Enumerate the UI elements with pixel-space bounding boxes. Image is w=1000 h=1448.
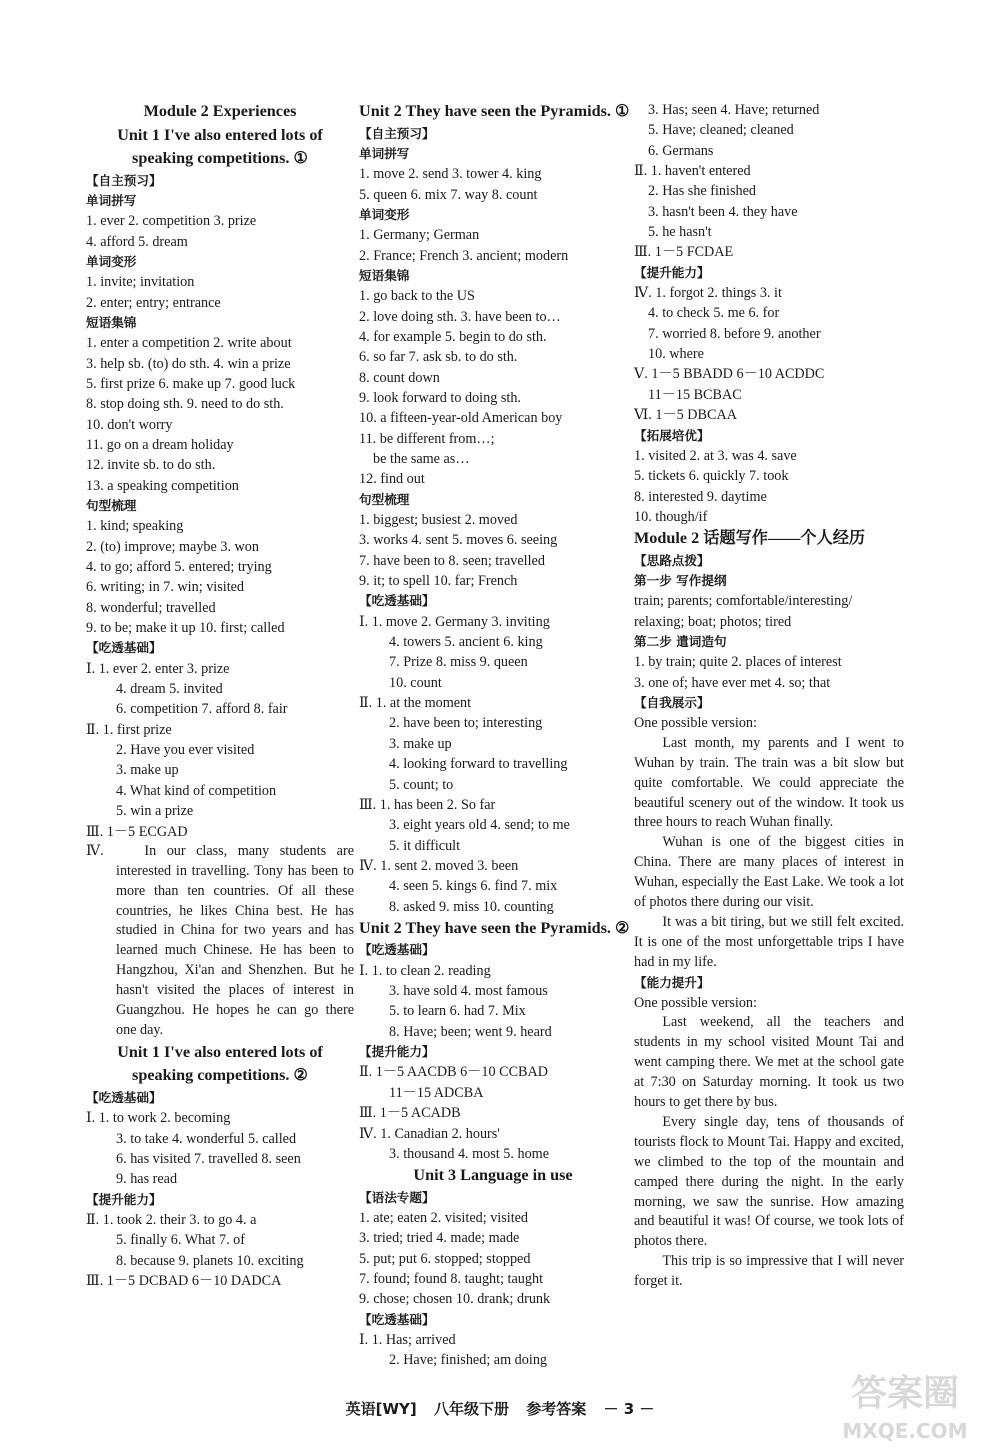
section-heading: 【语法专题】 bbox=[359, 1189, 435, 1205]
answer-line: 1. go back to the US bbox=[359, 288, 475, 305]
answer-line: 3. help sb. (to) do sth. 4. win a prize bbox=[86, 355, 291, 372]
unit-heading: Unit 2 They have seen the Pyramids. ② bbox=[359, 918, 630, 937]
answer-line: 3. hasn't been 4. they have bbox=[648, 203, 798, 220]
answer-line: 2. France; French 3. ancient; modern bbox=[359, 247, 569, 264]
answer-line: 9. to be; make it up 10. first; called bbox=[86, 620, 285, 637]
subsection-heading: 单词拼写 bbox=[86, 192, 137, 208]
answer-line: Ⅰ. 1. ever 2. enter 3. prize bbox=[86, 660, 230, 677]
section-heading: 【自我展示】 bbox=[634, 695, 710, 711]
answer-line: 10. a fifteen-year-old American boy bbox=[359, 410, 563, 427]
answer-line: Ⅰ. 1. to work 2. becoming bbox=[86, 1110, 231, 1127]
answer-line: 4. towers 5. ancient 6. king bbox=[389, 634, 543, 651]
answer-line: Ⅳ. 1. Canadian 2. hours' bbox=[359, 1125, 500, 1142]
answer-line: Ⅳ. 1. forgot 2. things 3. it bbox=[634, 285, 782, 302]
footer-grade: 八年级下册 bbox=[433, 1400, 509, 1418]
section-heading: 【能力提升】 bbox=[634, 974, 710, 990]
answer-line: 5. tickets 6. quickly 7. took bbox=[634, 468, 789, 485]
answer-line: 6. has visited 7. travelled 8. seen bbox=[116, 1150, 301, 1167]
answer-line: 10. count bbox=[389, 674, 442, 691]
answer-line: 5. it difficult bbox=[389, 837, 461, 854]
column-left bbox=[86, 100, 354, 1291]
answer-line: 2. (to) improve; maybe 3. won bbox=[86, 538, 259, 555]
answer-line: Ⅱ. 1. at the moment bbox=[359, 695, 472, 712]
answer-line: One possible version: bbox=[634, 995, 757, 1012]
answer-line: 5. count; to bbox=[389, 776, 454, 793]
answer-line: One possible version: bbox=[634, 715, 757, 732]
answer-line: 2. Have you ever visited bbox=[116, 742, 255, 759]
subsection-heading: 句型梳理 bbox=[359, 491, 410, 507]
essay-paragraph: Last weekend, all the teachers and students in my school visited Mount Tai and went camping there. We met at the school gate at 7:30 on Saturday morning. It took us two hours to get there by bus. bbox=[634, 1014, 904, 1110]
answer-line: 5. finally 6. What 7. of bbox=[116, 1232, 245, 1249]
answer-line: 9. chose; chosen 10. drank; drunk bbox=[359, 1291, 551, 1308]
answer-line: 10. though/if bbox=[634, 508, 708, 525]
paragraph-text: In our class, many students are interested in travelling. Tony has been to more than ten countries. Of all these countries, he likes China best. He has studied in China for two years and has learned much Chinese. He has been to Hangzhou, Xi'an and Shenzhen. But he hasn't visited the places of interest in Guangzhou. He hopes he can go there one day. bbox=[116, 842, 354, 1038]
answer-line: train; parents; comfortable/interesting/ bbox=[634, 593, 853, 610]
answer-line: 11－15 BCBAC bbox=[648, 386, 742, 403]
answer-line: 5. win a prize bbox=[116, 803, 194, 820]
answer-line: 3. Has; seen 4. Have; returned bbox=[648, 102, 820, 118]
answer-line: 5. first prize 6. make up 7. good luck bbox=[86, 375, 296, 392]
subsection-heading: 第一步 写作提纲 bbox=[634, 573, 727, 589]
essay-paragraph: Every single day, tens of thousands of tourists flock to Mount Tai. Happy and excited, we climbed to the top of the mountain and camped there during the night. In the early morning, we saw the sunrise. How amazing and beautiful it was! Of course, we took lots of photos there. bbox=[634, 1113, 904, 1250]
answer-line: 6. writing; in 7. win; visited bbox=[86, 579, 245, 596]
answer-line: 6. competition 7. afford 8. fair bbox=[116, 701, 288, 718]
answer-line: 8. stop doing sth. 9. need to do sth. bbox=[86, 396, 284, 413]
answer-line: 6. Germans bbox=[648, 142, 714, 159]
footer-subject: 英语[WY] bbox=[345, 1400, 417, 1418]
section-heading: 【拓展培优】 bbox=[634, 427, 710, 443]
section-heading: 【提升能力】 bbox=[86, 1191, 162, 1207]
answer-line: 2. love doing sth. 3. have been to… bbox=[359, 308, 561, 325]
answer-line: 3. thousand 4. most 5. home bbox=[389, 1145, 549, 1162]
section-heading: 【吃透基础】 bbox=[86, 1089, 162, 1105]
answer-line: Ⅲ. 1. has been 2. So far bbox=[359, 796, 496, 813]
answer-line: 4. for example 5. begin to do sth. bbox=[359, 328, 547, 345]
answer-line: 2. Have; finished; am doing bbox=[389, 1352, 548, 1369]
answer-line: 5. Have; cleaned; cleaned bbox=[648, 122, 794, 139]
subsection-heading: 第二步 遣词造句 bbox=[634, 634, 727, 650]
answer-line: 9. look forward to doing sth. bbox=[359, 389, 521, 406]
answer-line: 6. so far 7. ask sb. to do sth. bbox=[359, 349, 518, 366]
answer-line: 1. enter a competition 2. write about bbox=[86, 335, 292, 352]
page-number: － 3 － bbox=[603, 1400, 655, 1418]
answer-line: 8. asked 9. miss 10. counting bbox=[389, 898, 554, 915]
unit-heading: Unit 1 I've also entered lots of bbox=[117, 1042, 323, 1061]
answer-line: 3. to take 4. wonderful 5. called bbox=[116, 1130, 297, 1147]
answer-line: 4. dream 5. invited bbox=[116, 681, 223, 698]
answer-line: 3. make up bbox=[116, 762, 179, 779]
answer-line: 4. looking forward to travelling bbox=[389, 756, 568, 773]
essay-paragraph: Wuhan is one of the biggest cities in China. There are many places of interest in Wuhan, especially the East Lake. We took a lot of photos there during our visit. bbox=[634, 834, 904, 911]
watermark-logo bbox=[830, 1360, 980, 1445]
answer-line: 5. he hasn't bbox=[648, 224, 712, 241]
answer-line: 11－15 ADCBA bbox=[389, 1084, 484, 1101]
answer-line: 12. invite sb. to do sth. bbox=[86, 457, 216, 474]
essay-paragraph: It was a bit tiring, but we still felt excited. It is one of the most unforgettable trips I have had in my life. bbox=[634, 913, 904, 970]
answer-line: Ⅲ. 1－5 ACADB bbox=[359, 1105, 461, 1122]
answer-line: 3. make up bbox=[389, 735, 452, 752]
answer-line: 2. Has she finished bbox=[648, 183, 756, 200]
column-middle bbox=[359, 100, 630, 1371]
answer-line: Ⅱ. 1－5 AACDB 6－10 CCBAD bbox=[359, 1064, 548, 1081]
answer-line: be the same as… bbox=[373, 451, 470, 467]
answer-line: 4. to check 5. me 6. for bbox=[648, 305, 780, 322]
answer-line: 3. have sold 4. most famous bbox=[389, 983, 548, 1000]
unit-heading: speaking competitions. ① bbox=[132, 149, 308, 167]
section-heading: 【提升能力】 bbox=[634, 264, 710, 280]
answer-line: 3. tried; tried 4. made; made bbox=[359, 1230, 520, 1247]
answer-line: 8. Have; been; went 9. heard bbox=[389, 1023, 552, 1040]
answer-line: Ⅳ. 1. sent 2. moved 3. been bbox=[359, 857, 519, 874]
answer-line: 11. be different from…; bbox=[359, 430, 495, 447]
subsection-heading: 短语集锦 bbox=[86, 314, 137, 330]
answer-line: Ⅲ. 1－5 ECGAD bbox=[86, 823, 188, 840]
answer-line: 12. find out bbox=[359, 471, 425, 488]
section-heading: 【自主预习】 bbox=[86, 172, 162, 188]
answer-line: 1. biggest; busiest 2. moved bbox=[359, 512, 518, 529]
answer-line: 13. a speaking competition bbox=[86, 477, 239, 494]
answer-line: 7. worried 8. before 9. another bbox=[648, 325, 821, 342]
answer-line: 2. enter; entry; entrance bbox=[86, 294, 221, 311]
answer-line: 8. interested 9. daytime bbox=[634, 488, 767, 505]
subsection-heading: 句型梳理 bbox=[86, 498, 137, 513]
section-heading: 【吃透基础】 bbox=[359, 1311, 435, 1327]
answer-line: 5. to learn 6. had 7. Mix bbox=[389, 1003, 526, 1020]
answer-line: 1. move 2. send 3. tower 4. king bbox=[359, 166, 542, 183]
answer-line: 4. What kind of competition bbox=[116, 782, 277, 799]
section-heading: 【吃透基础】 bbox=[359, 593, 435, 609]
subsection-heading: 单词变形 bbox=[359, 206, 410, 222]
answer-line: 1. Germany; German bbox=[359, 227, 480, 244]
unit-heading: Module 2 话题写作——个人经历 bbox=[634, 529, 866, 548]
subsection-heading: 单词拼写 bbox=[359, 145, 410, 161]
answer-line: 1. ever 2. competition 3. prize bbox=[86, 213, 257, 230]
answer-line: Ⅰ. 1. Has; arrived bbox=[359, 1332, 456, 1349]
essay-paragraph: This trip is so impressive that I will never forget it. bbox=[634, 1253, 904, 1290]
answer-line: 10. don't worry bbox=[86, 416, 173, 433]
section-heading: 【自主预习】 bbox=[359, 125, 435, 141]
section-heading: 【提升能力】 bbox=[359, 1044, 435, 1060]
column-right bbox=[634, 100, 904, 1292]
answer-line: 10. where bbox=[648, 346, 704, 363]
answer-line: 5. put; put 6. stopped; stopped bbox=[359, 1250, 531, 1267]
answer-line: 9. has read bbox=[116, 1171, 178, 1188]
answer-line: 7. found; found 8. taught; taught bbox=[359, 1271, 544, 1288]
answer-line: Ⅲ. 1－5 FCDAE bbox=[634, 244, 734, 261]
unit-heading: Unit 1 I've also entered lots of bbox=[117, 125, 323, 144]
answer-line: 1. ate; eaten 2. visited; visited bbox=[359, 1210, 529, 1227]
answer-line: 9. it; to spell 10. far; French bbox=[359, 573, 518, 590]
unit-heading: speaking competitions. ② bbox=[132, 1066, 308, 1085]
answer-line: Ⅰ. 1. move 2. Germany 3. inviting bbox=[359, 613, 550, 630]
answer-line: Ⅵ. 1－5 DBCAA bbox=[634, 407, 737, 424]
subsection-heading: 单词变形 bbox=[86, 253, 137, 269]
answer-line: 1. by train; quite 2. places of interest bbox=[634, 654, 842, 671]
answer-line: Ⅴ. 1－5 BBADD 6－10 ACDDC bbox=[634, 366, 825, 383]
answer-line: relaxing; boat; photos; tired bbox=[634, 613, 792, 630]
answer-line: 1. visited 2. at 3. was 4. save bbox=[634, 447, 797, 464]
answer-line: 3. one of; have ever met 4. so; that bbox=[634, 674, 831, 691]
essay-paragraph bbox=[86, 842, 354, 1041]
answer-line: 8. wonderful; travelled bbox=[86, 599, 216, 616]
answer-line: 1. kind; speaking bbox=[86, 518, 184, 535]
answer-line: 3. eight years old 4. send; to me bbox=[389, 817, 570, 834]
unit-heading: Module 2 Experiences bbox=[143, 102, 297, 120]
answer-line: Ⅲ. 1－5 DCBAD 6－10 DADCA bbox=[86, 1273, 282, 1289]
section-numeral: Ⅳ. bbox=[86, 842, 104, 859]
watermark-bottom: MXQE.COM bbox=[842, 1419, 968, 1443]
subsection-heading: 短语集锦 bbox=[359, 267, 410, 283]
answer-line: 8. because 9. planets 10. exciting bbox=[116, 1252, 304, 1269]
footer-label: 参考答案 bbox=[526, 1400, 587, 1418]
answer-line: 11. go on a dream holiday bbox=[86, 436, 234, 453]
answer-line: 1. invite; invitation bbox=[86, 274, 195, 291]
answer-line: Ⅱ. 1. took 2. their 3. to go 4. a bbox=[86, 1211, 257, 1228]
essay-paragraph: Last month, my parents and I went to Wuhan by train. The train was a bit slow but quite comfortable. We could appreciate the beautiful scenery out of the window. It took us three hours to reach Wuhan finally. bbox=[634, 734, 904, 831]
answer-line: 4. to go; afford 5. entered; trying bbox=[86, 559, 272, 576]
section-heading: 【吃透基础】 bbox=[86, 640, 162, 656]
unit-heading: Unit 3 Language in use bbox=[413, 1166, 573, 1185]
section-heading: 【思路点拨】 bbox=[634, 552, 710, 568]
answer-line: 4. seen 5. kings 6. find 7. mix bbox=[389, 878, 558, 895]
answer-line: 4. afford 5. dream bbox=[86, 233, 188, 250]
watermark-top: 答案圈 bbox=[850, 1373, 960, 1414]
answer-line: 8. count down bbox=[359, 369, 440, 386]
answer-line: 3. works 4. sent 5. moves 6. seeing bbox=[359, 532, 558, 549]
answer-line: Ⅱ. 1. first prize bbox=[86, 721, 172, 738]
answer-line: 7. Prize 8. miss 9. queen bbox=[389, 654, 528, 671]
answer-line: Ⅰ. 1. to clean 2. reading bbox=[359, 962, 491, 979]
answer-line: 5. queen 6. mix 7. way 8. count bbox=[359, 186, 538, 203]
unit-heading: Unit 2 They have seen the Pyramids. ① bbox=[359, 102, 630, 120]
answer-line: Ⅱ. 1. haven't entered bbox=[634, 163, 751, 180]
answer-line: 2. have been to; interesting bbox=[389, 715, 543, 732]
section-heading: 【吃透基础】 bbox=[359, 942, 435, 958]
answer-line: 7. have been to 8. seen; travelled bbox=[359, 552, 545, 569]
